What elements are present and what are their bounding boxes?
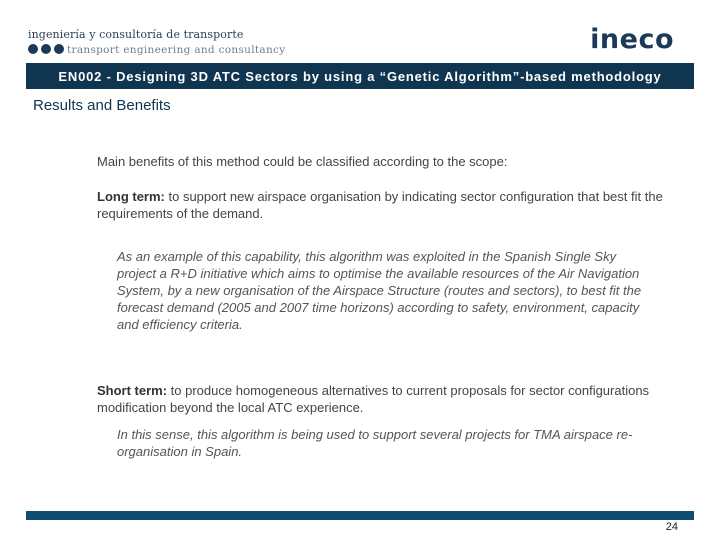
long-term-label: Long term: (97, 189, 165, 204)
tagline-spanish: ingeniería y consultoría de transporte (28, 28, 244, 41)
brand-dots-icon (28, 44, 64, 54)
long-term-paragraph (97, 188, 667, 222)
long-term-text: to support new airspace organisation by indicating sector configuration that best fit the requirements of the demand. (97, 189, 663, 221)
short-term-paragraph (97, 382, 667, 416)
dot-icon (28, 44, 38, 54)
section-heading: Results and Benefits (33, 97, 171, 114)
dot-icon (41, 44, 51, 54)
slide-title (26, 63, 694, 89)
dot-icon (54, 44, 64, 54)
short-term-text: to produce homogeneous alternatives to current proposals for sector configurations modification beyond the local ATC experience. (97, 383, 650, 415)
footer-bar (26, 511, 694, 520)
slide-title-text: EN002 - Designing 3D ATC Sectors by using a “Genetic Algorithm”-based methodology (58, 68, 662, 84)
intro-paragraph: Main benefits of this method could be classified according to the scope: (97, 154, 508, 169)
tagline-english: transport engineering and consultancy (67, 44, 286, 56)
long-term-example: As an example of this capability, this algorithm was exploited in the Spanish Single Sky project a R+D initiative which aims to optimise the available resources of the Air Navigation System, by a new organisation of the Airspace Structure (routes and sectors), to best fit the forecast demand (2005 and 2007 time horizons) according to safety, environment, capacity and efficiency criteria. (117, 249, 642, 332)
short-term-label: Short term: (97, 383, 168, 398)
ineco-logo: ineco (590, 24, 674, 55)
short-term-example: In this sense, this algorithm is being used to support several projects for TMA airspace re-organisation in Spain. (117, 427, 633, 459)
page-number: 24 (665, 521, 678, 533)
